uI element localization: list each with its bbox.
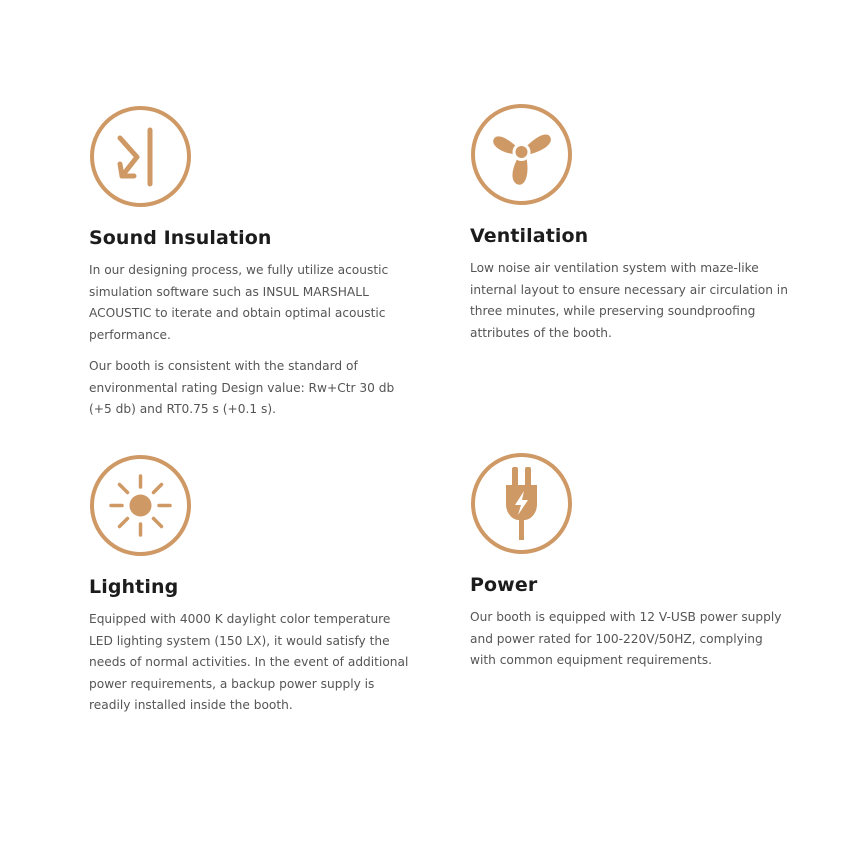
- fan-icon: [470, 103, 573, 206]
- feature-title: Ventilation: [470, 225, 589, 247]
- feature-description: Equipped with 4000 K daylight color temperature LED lighting system (150 LX), it would satisfy the needs of normal activities. In the event of additional power requirements, a backup power supply is readily installed inside the booth.: [89, 612, 409, 712]
- feature-ventilation: [470, 103, 792, 354]
- feature-lighting: [89, 454, 411, 727]
- feature-title: Power: [470, 574, 538, 596]
- feature-title: Sound Insulation: [89, 227, 272, 249]
- feature-description: Our booth is consistent with the standard of environmental rating Design value: Rw+Ctr 30 db (+5 db) and RT0.75 s (+0.1 s).: [89, 359, 395, 416]
- feature-title: Lighting: [89, 576, 179, 598]
- sun-icon: [89, 454, 192, 557]
- feature-power: [470, 452, 792, 682]
- feature-description: In our designing process, we fully utilize acoustic simulation software such as INSUL MARSHALL ACOUSTIC to iterate and obtain optimal acoustic performance.: [89, 263, 389, 342]
- feature-description: Our booth is equipped with 12 V-USB power supply and power rated for 100-220V/50HZ, complying with common equipment requirements.: [470, 610, 782, 667]
- feature-description: Low noise air ventilation system with maze-like internal layout to ensure necessary air circulation in three minutes, while preserving soundproofing attributes of the booth.: [470, 261, 788, 340]
- sound-insulation-icon: [89, 105, 192, 208]
- feature-sound-insulation: [89, 105, 411, 431]
- plug-icon: [470, 452, 573, 555]
